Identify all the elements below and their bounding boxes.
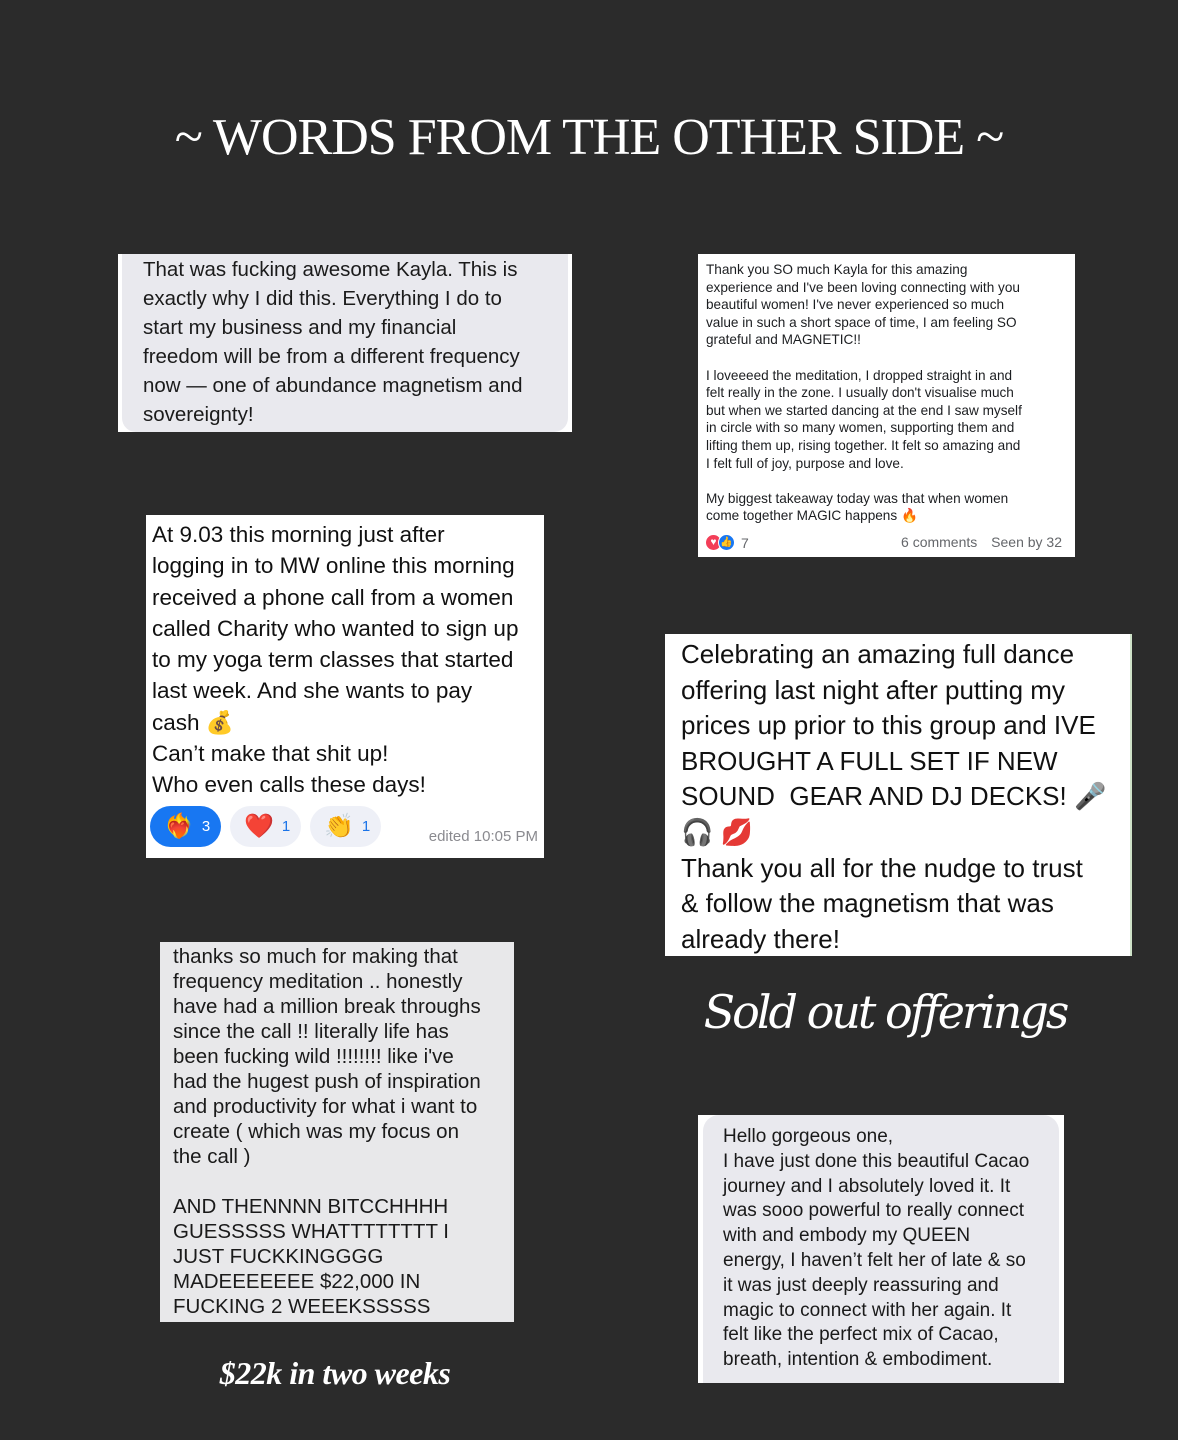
reaction-summary[interactable] bbox=[706, 534, 749, 551]
caption-sold-out-offerings: Sold out offerings bbox=[703, 985, 1067, 1039]
post-footer bbox=[706, 534, 1066, 554]
reaction-chip-clap[interactable] bbox=[310, 806, 381, 847]
testimonial-text: At 9.03 this morning just after logging in to MW online this morning received a phone call from a women called Charity who wanted to sign up to my yoga term classes that started last week. And she wants to pay cash 💰 Can’t make that shit up! Who even calls these days! bbox=[152, 522, 519, 798]
caption-22k-two-weeks: $22k in two weeks bbox=[219, 1355, 451, 1391]
testimonial-card-dance-offering bbox=[665, 634, 1132, 956]
testimonial-text: Thank you SO much Kayla for this amazing experience and I've been loving connecting with you beautiful women! I've never experienced so much value in such a short space of time, I am feeling SO grateful and MAGNETIC!! I loveeeed the meditation, I dropped straight in and felt really in the zone. I usually don't visualise much but when we started dancing at the end I saw myself in circle with so many women, supporting them and lifting them up, rising together. It felt so amazing and I felt full of joy, purpose and love. My biggest takeaway today was that when women come together MAGIC happens 🔥 bbox=[706, 262, 1022, 524]
thumbs-up-icon: 👍 bbox=[718, 534, 735, 551]
comments-link[interactable]: 6 comments bbox=[901, 534, 978, 550]
testimonial-card-magnetic-post bbox=[698, 254, 1075, 557]
message-bubble bbox=[122, 254, 568, 432]
reaction-chip-heart[interactable] bbox=[230, 806, 301, 847]
testimonial-card-cacao-journey bbox=[698, 1115, 1064, 1383]
testimonial-card-yoga-call bbox=[146, 515, 544, 858]
testimonial-text: Hello gorgeous one, I have just done this beautiful Cacao journey and I absolutely loved it. It was sooo powerful to really connect with and embody my QUEEN energy, I haven’t felt her of late & so it was just deeply reassuring and magic to connect with her again. It felt like the perfect mix of Cacao, breath, intention & embodiment. bbox=[723, 1126, 1030, 1371]
reaction-chip-heart-fire[interactable] bbox=[150, 806, 221, 847]
testimonial-card-kayla-awesome bbox=[118, 254, 572, 432]
seen-by-count: Seen by 32 bbox=[991, 534, 1062, 550]
heart-on-fire-icon: ❤️‍🔥 bbox=[164, 813, 194, 840]
heart-icon: ❤️ bbox=[244, 813, 274, 840]
reaction-count: 1 bbox=[361, 818, 371, 835]
testimonial-text: thanks so much for making that frequency meditation .. honestly have had a million break throughs since the call !! literally life has been fucking wild !!!!!!!! like i've had the hugest push of inspiration and productivity for what i want to create ( which was my focus on the call ) AND THENNNN BITCCHHHH GUESSSSS WHATTTTTTTT I JUST FUCKKINGGGG MADEEEEEEE $22,000 IN FUCKING 2 WEEEKSSSSS bbox=[173, 945, 481, 1318]
reaction-count: 7 bbox=[741, 534, 749, 551]
reaction-count: 3 bbox=[201, 818, 211, 835]
testimonial-text: Celebrating an amazing full dance offering last night after putting my prices up prior to this group and IVE BROUGHT A FULL SET IF NEW SOUND GEAR AND DJ DECKS! 🎤 🎧 💋 Thank you all for the nudge to trust & follow the magnetism that was already there! bbox=[681, 639, 1107, 954]
reaction-count: 1 bbox=[281, 818, 291, 835]
clapping-hands-icon: 👏 bbox=[324, 813, 354, 840]
testimonial-text: That was fucking awesome Kayla. This is exactly why I did this. Everything I do to start my business and my financial freedom will be from a different frequency now — one of abundance magnetism and sovereignty! bbox=[143, 258, 523, 426]
message-bubble bbox=[703, 1115, 1059, 1383]
edited-timestamp: edited 10:05 PM bbox=[428, 828, 538, 845]
page-title: ~ WORDS FROM THE OTHER SIDE ~ bbox=[174, 109, 1004, 166]
testimonial-card-frequency-meditation bbox=[160, 942, 514, 1322]
heart-icon: ♥ bbox=[706, 535, 721, 550]
